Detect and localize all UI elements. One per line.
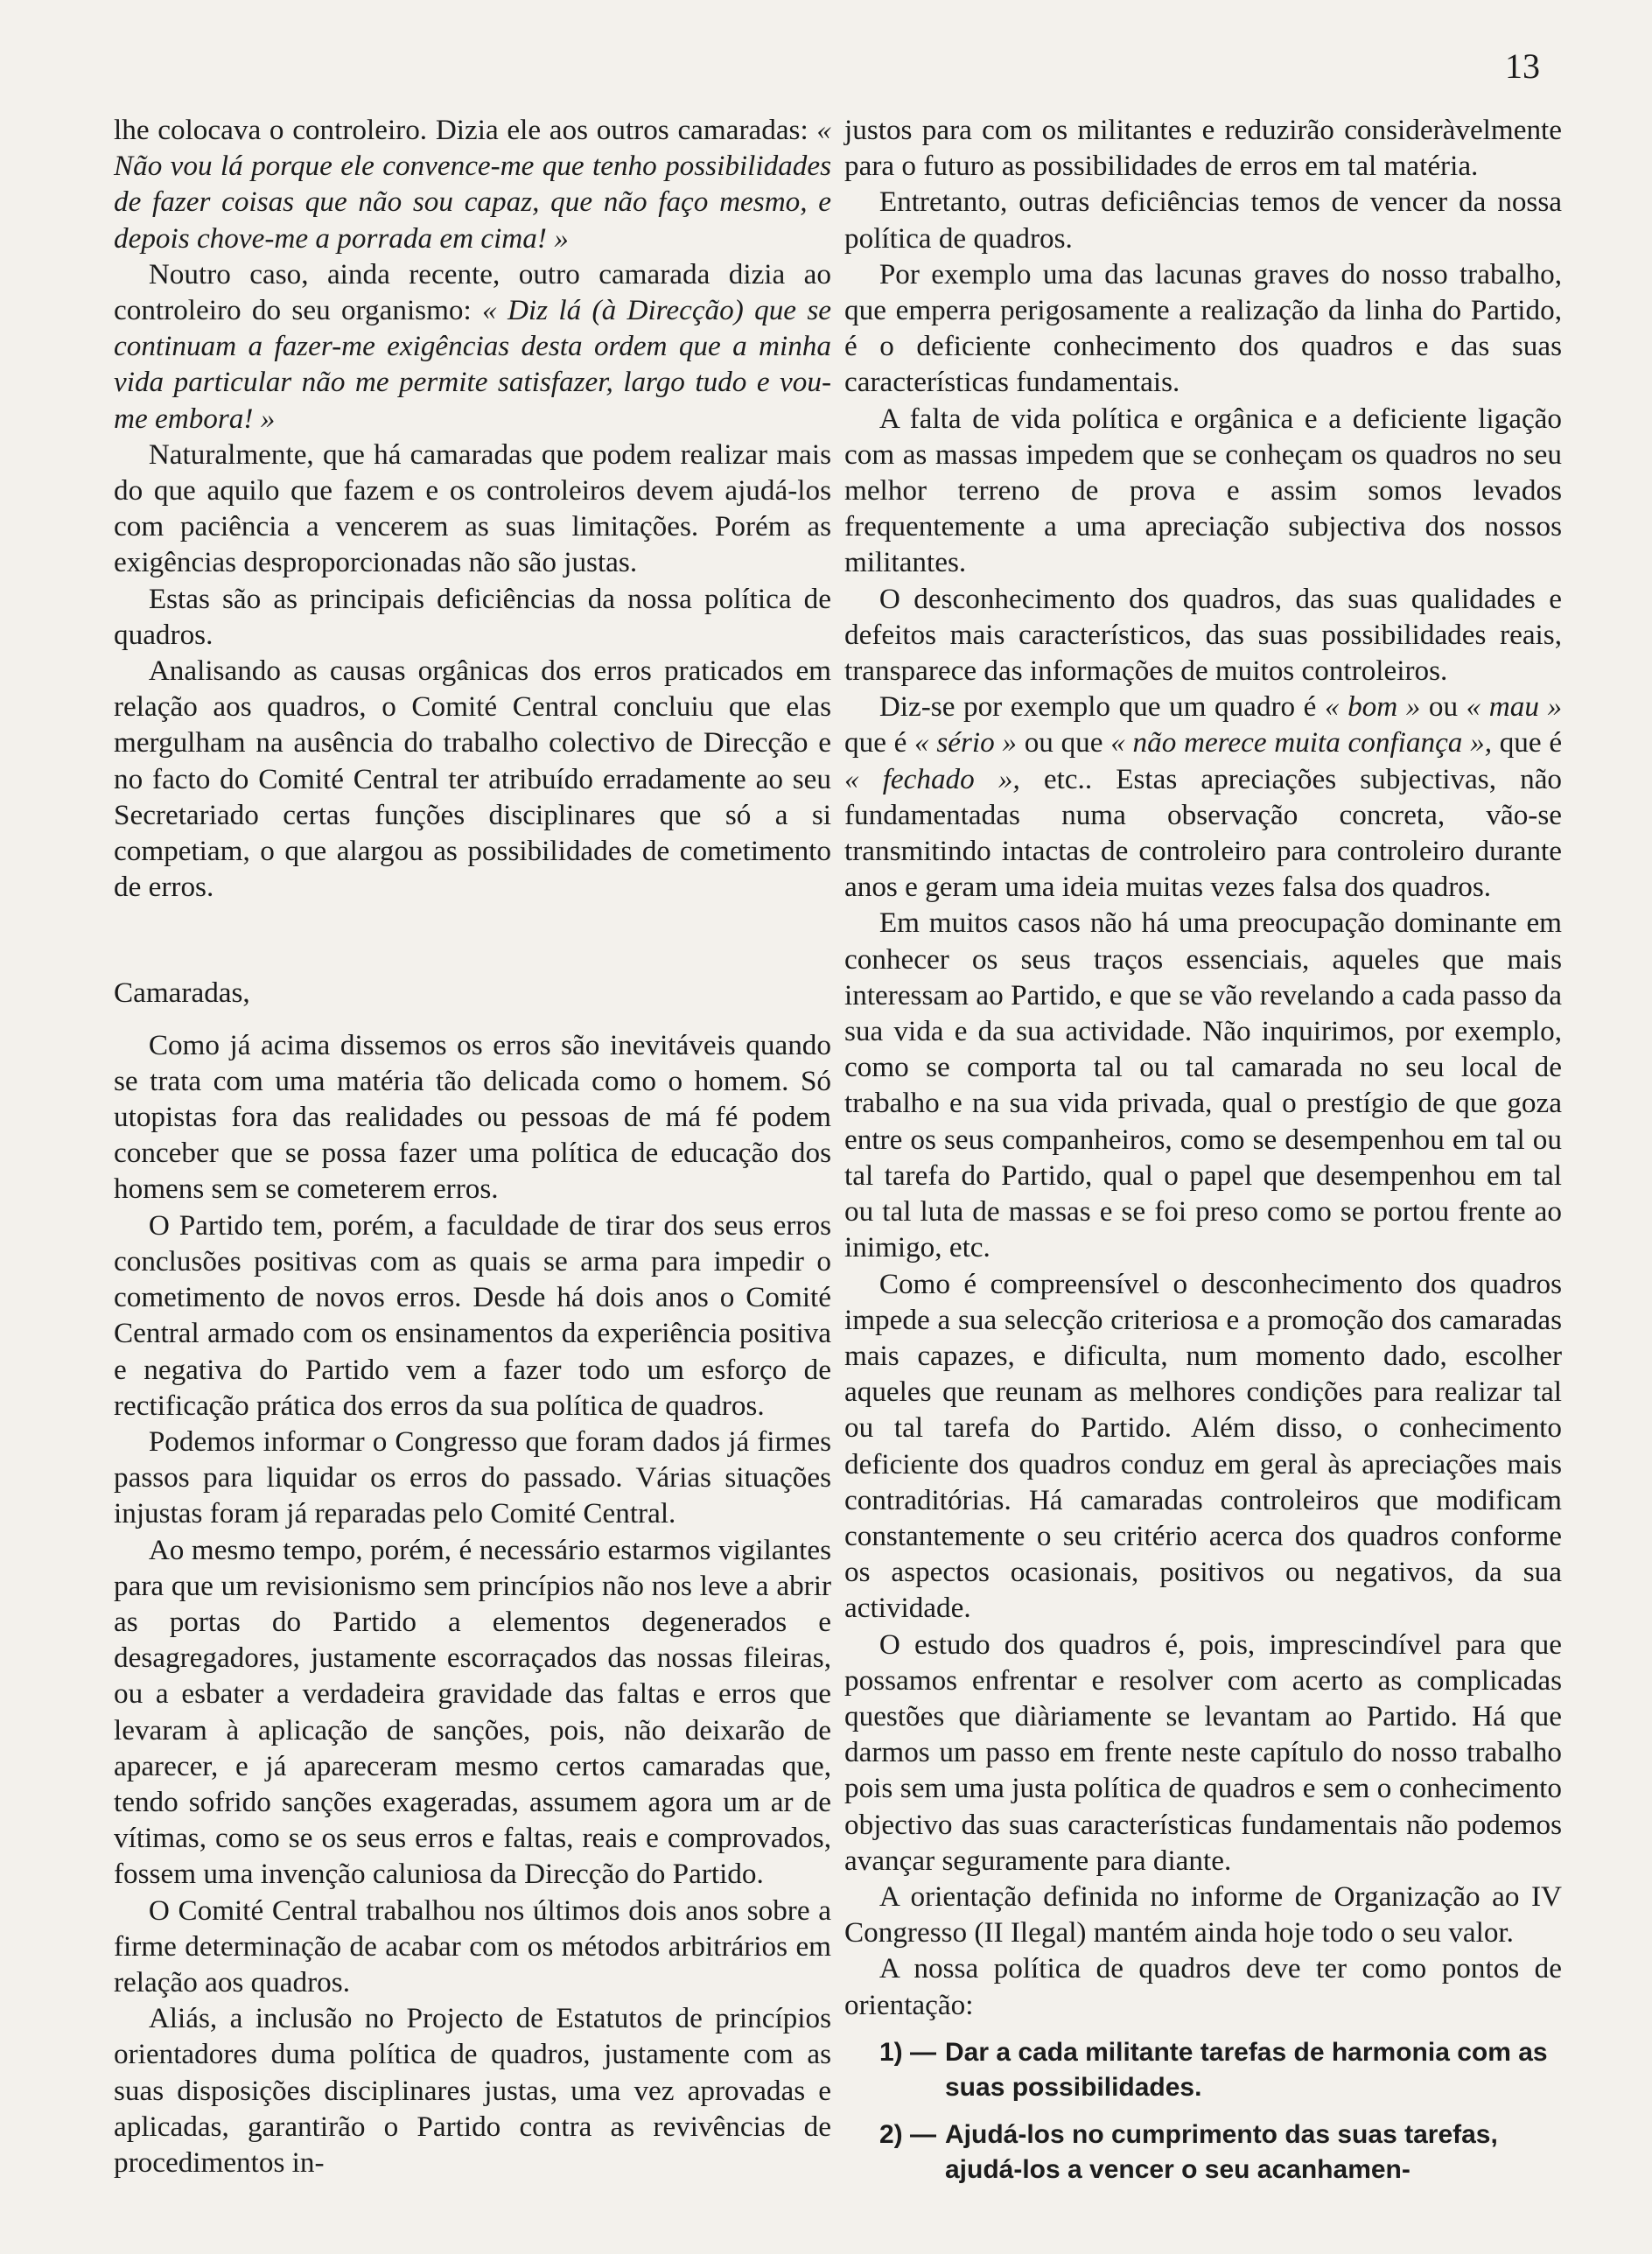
paragraph: justos para com os militantes e reduzirão consideràvelmente para o futuro as possibilidades de erros em tal matéria. [844,114,1562,183]
paragraph-text: Noutro caso, ainda recente, outro camarada dizia ao controleiro do seu organismo: [114,257,831,327]
paragraph: Entretanto, outras deficiências temos de vencer da nossa política de quadros. [844,186,1562,255]
list-number: 2) — [878,2119,936,2149]
paragraph: O desconhecimento dos quadros, das suas qualidades e defeitos mais característicos, das suas possibilidades reais, transparece das informações de muitos controleiros. [844,582,1562,688]
quote: « mau » [1466,690,1563,724]
paragraph: Em muitos casos não há uma preocupação dominante em conhecer os seus traços essenciais, aqueles que mais interessam ao Partido, e que se vão revelando a cada passo da sua vida e da sua actividade. Não inquirimos, por exemplo, como se comporta tal ou tal camarada no seu local de trabalho e na sua vida privada, qual o prestígio de que goza entre os seus companheiros, como se desempenhou em tal ou tal tarefa do Partido, qual o papel que desempenhou em tal ou tal luta de massas e se foi preso como se portou frente ao inimigo, etc. [844,906,1562,1264]
paragraph: A nossa política de quadros deve ter como pontos de orientação: [844,1952,1562,2021]
paragraph [844,689,1562,905]
paragraph-text: que é [844,726,907,760]
list-text: Ajudá-los no cumprimento das suas tarefas, ajudá-los a vencer o seu acanhamen- [945,2119,1498,2184]
paragraph: Aliás, a inclusão no Projecto de Estatutos de princípios orientadores duma política de quadros, justamente com as suas disposições disciplinares justas, uma vez aprovadas e aplicadas, garantirão o Partido contra as revivências de procedimentos in- [114,2002,831,2179]
paragraph-text: Diz-se por exemplo que um quadro é [878,690,1317,724]
quote: « sério » [914,726,1017,760]
paragraph: O Partido tem, porém, a faculdade de tirar dos seus erros conclusões positivas com as quais se arma para impedir o cometimento de novos erros. Desde há dois anos o Comité Central armado com os ensinamentos da experiência positiva e negativa do Partido vem a fazer todo um esforço de rectificação prática dos erros da sua política de quadros. [114,1208,831,1422]
quote: « Diz lá (à Direcção) que se continuam a fazer-me exigências desta ordem que a minha vida particular não me permite satisfazer, largo tudo e vou-me embora! » [114,294,831,435]
paragraph: Como já acima dissemos os erros são inevitáveis quando se trata com uma matéria tão delicada como o homem. Só utopistas fora das realidades ou pessoas de má fé podem conceber que se possa fazer uma política de educação dos homens sem se cometerem erros. [114,1028,831,1206]
list-item [844,2118,1562,2188]
quote: « fechado », [844,762,1020,795]
paragraph: A falta de vida política e orgânica e a deficiente ligação com as massas impedem que se conheçam os quadros no seu melhor terreno de prova e assim somos levados frequentemente a uma apreciação subjectiva dos nossos militantes. [844,402,1562,579]
list-number: 1) — [878,2037,936,2067]
paragraph: Podemos informar o Congresso que foram dados já firmes passos para liquidar os erros do passado. Várias situações injustas foram já reparadas pelo Comité Central. [114,1424,831,1530]
paragraph: O Comité Central trabalhou nos últimos dois anos sobre a firme determinação de acabar com os métodos arbitrários em relação aos quadros. [114,1894,831,1998]
quote: « Não vou lá porque ele convence-me que tenho possibilidades de fazer coisas que não sou capaz, que não faço mesmo, e depois chove-me a porrada em cima! » [114,114,831,255]
paragraph: Por exemplo uma das lacunas graves do nosso trabalho, que emperra perigosamente a realização da linha do Partido, é o deficiente conhecimento dos quadros e das suas características fundamentais. [844,257,1562,399]
page-number: 13 [1505,46,1540,86]
right-column [844,112,1562,2188]
paragraph-text: etc.. Estas apreciações subjectivas, não fundamentadas numa observação concreta, vão-se transmitindo intactas de controleiro para controleiro durante anos e geram uma ideia muitas vezes falsa dos quadros. [844,762,1563,904]
paragraph: Estas são as principais deficiências da nossa política de quadros. [114,582,831,651]
paragraph: Analisando as causas orgânicas dos erros praticados em relação aos quadros, o Comité Central concluiu que elas mergulham na ausência do trabalho colectivo de Direcção e no facto do Comité Central ter atribuído erradamente ao seu Secretariado certas funções disciplinares que só a si competiam, o que alargou as possibilidades de cometimento de erros. [114,654,831,904]
paragraph: O estudo dos quadros é, pois, imprescindível para que possamos enfrentar e resolver com acerto as complicadas questões que diàriamente se levantam ao Partido. Há que darmos um passo em frente neste capítulo do nosso trabalho pois sem uma justa política de quadros e sem o conhecimento objectivo das suas características fundamentais não podemos avançar seguramente para diante. [844,1628,1562,1877]
paragraph: Como é compreensível o desconhecimento dos quadros impede a sua selecção criteriosa e a promoção dos camaradas mais capazes, e dificulta, num momento dado, escolher aqueles que reunam as melhores condições para realizar tal ou tal tarefa do Partido. Além disso, o conhecimento deficiente dos quadros conduz em geral às apreciações mais contraditórias. Há camaradas controleiros que modificam constantemente o seu critério acerca dos quadros conforme os aspectos ocasionais, positivos ou negativos, da sua actividade. [844,1267,1562,1625]
paragraph: Ao mesmo tempo, porém, é necessário estarmos vigilantes para que um revisionismo sem princípios não nos leve a abrir as portas do Partido a elementos degenerados e desagregadores, justamente escorraçados das nossas fileiras, ou a esbater a verdadeira gravidade das faltas e erros que levaram à aplicação de sanções, pois, não deixarão de aparecer, e já apareceram mesmo certos camaradas que, tendo sofrido sanções exageradas, assumem agora um ar de vítimas, como se os seus erros e faltas, reais e comprovados, fossem uma invenção caluniosa da Direcção do Partido. [114,1533,831,1891]
list-item [844,2035,1562,2105]
list-text: Dar a cada militante tarefas de harmonia com as suas possibilidades. [945,2037,1548,2102]
paragraph: A orientação definida no informe de Organização ao IV Congresso (II Ilegal) mantém ainda hoje todo o seu valor. [844,1880,1562,1950]
quote: « bom » [1324,690,1421,724]
left-column [114,112,831,2180]
paragraph [114,112,831,256]
paragraph: Naturalmente, que há camaradas que podem realizar mais do que aquilo que fazem e os controleiros devem ajudá-los com paciência a vencerem as suas limitações. Porém as exigências desproporcionadas não são justas. [114,438,831,579]
paragraph-text: lhe colocava o controleiro. Dizia ele aos outros camaradas: [114,114,808,146]
paragraph [114,256,831,437]
salutation: Camaradas, [114,976,250,1010]
paragraph-text: que é [1499,726,1563,760]
quote: « não merece muita confiança », [1110,726,1492,760]
paragraph-text: ou que [1024,726,1103,760]
paragraph-text: ou [1428,690,1459,724]
